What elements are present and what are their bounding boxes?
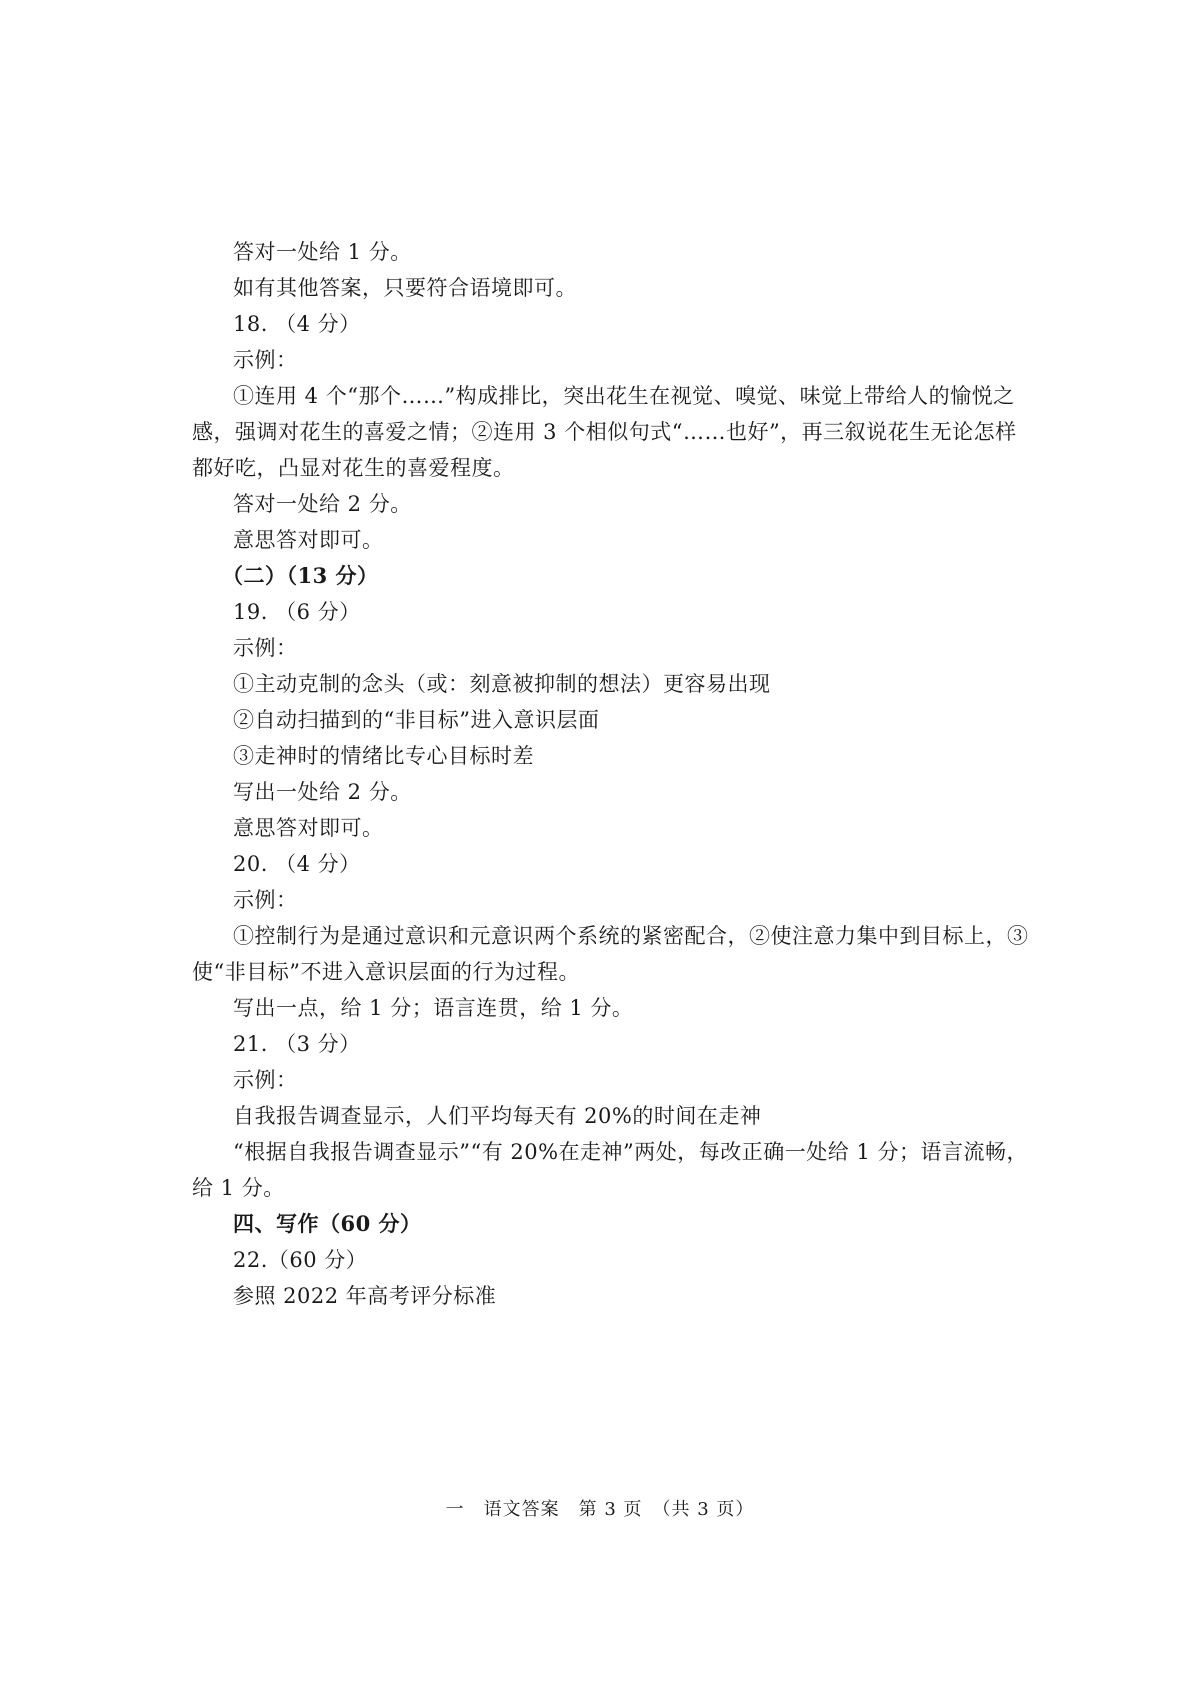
- text-line: 写出一处给 2 分。: [233, 780, 412, 804]
- page-footer: 一 语文答案 第 3 页 （共 3 页）: [445, 1499, 755, 1520]
- text-line: ③走神时的情绪比专心目标时差: [233, 744, 534, 768]
- question-number: 22.（60 分）: [233, 1248, 368, 1272]
- text-line: 写出一点，给 1 分；语言连贯，给 1 分。: [233, 996, 634, 1020]
- text-line: 给 1 分。: [192, 1176, 285, 1200]
- text-line: 参照 2022 年高考评分标准: [233, 1284, 497, 1308]
- question-number: 18. （4 分）: [233, 312, 361, 336]
- text-line: 使“非目标”不进入意识层面的行为过程。: [192, 960, 580, 984]
- example-label: 示例：: [233, 888, 298, 912]
- text-line: 如有其他答案，只要符合语境即可。: [233, 276, 577, 300]
- text-line: ①控制行为是通过意识和元意识两个系统的紧密配合，②使注意力集中到目标上，③: [233, 924, 1029, 948]
- text-line: 感，强调对花生的喜爱之情；②连用 3 个相似句式“……也好”，再三叙说花生无论怎样: [192, 420, 1017, 444]
- text-line: 答对一处给 1 分。: [233, 240, 412, 264]
- example-label: 示例：: [233, 1068, 298, 1092]
- question-number: 19. （6 分）: [233, 600, 361, 624]
- text-line: 自我报告调查显示，人们平均每天有 20%的时间在走神: [233, 1104, 762, 1128]
- text-line: 意思答对即可。: [233, 528, 384, 552]
- example-label: 示例：: [233, 636, 298, 660]
- question-number: 21. （3 分）: [233, 1032, 361, 1056]
- text-line: 答对一处给 2 分。: [233, 492, 412, 516]
- example-label: 示例：: [233, 348, 298, 372]
- text-line: ②自动扫描到的“非目标”进入意识层面: [233, 708, 600, 732]
- section-heading: （二）（13 分）: [222, 563, 379, 588]
- text-line: ①主动克制的念头（或：刻意被抑制的想法）更容易出现: [233, 672, 771, 696]
- section-heading: 四、写作（60 分）: [233, 1211, 422, 1236]
- text-line: 都好吃，凸显对花生的喜爱程度。: [192, 456, 515, 480]
- text-line: ①连用 4 个“那个……”构成排比，突出花生在视觉、嗅觉、味觉上带给人的愉悦之: [233, 384, 1015, 408]
- question-number: 20. （4 分）: [233, 852, 361, 876]
- text-line: “根据自我报告调查显示”“有 20%在走神”两处，每改正确一处给 1 分；语言流畅，: [233, 1140, 1029, 1164]
- text-line: 意思答对即可。: [233, 816, 384, 840]
